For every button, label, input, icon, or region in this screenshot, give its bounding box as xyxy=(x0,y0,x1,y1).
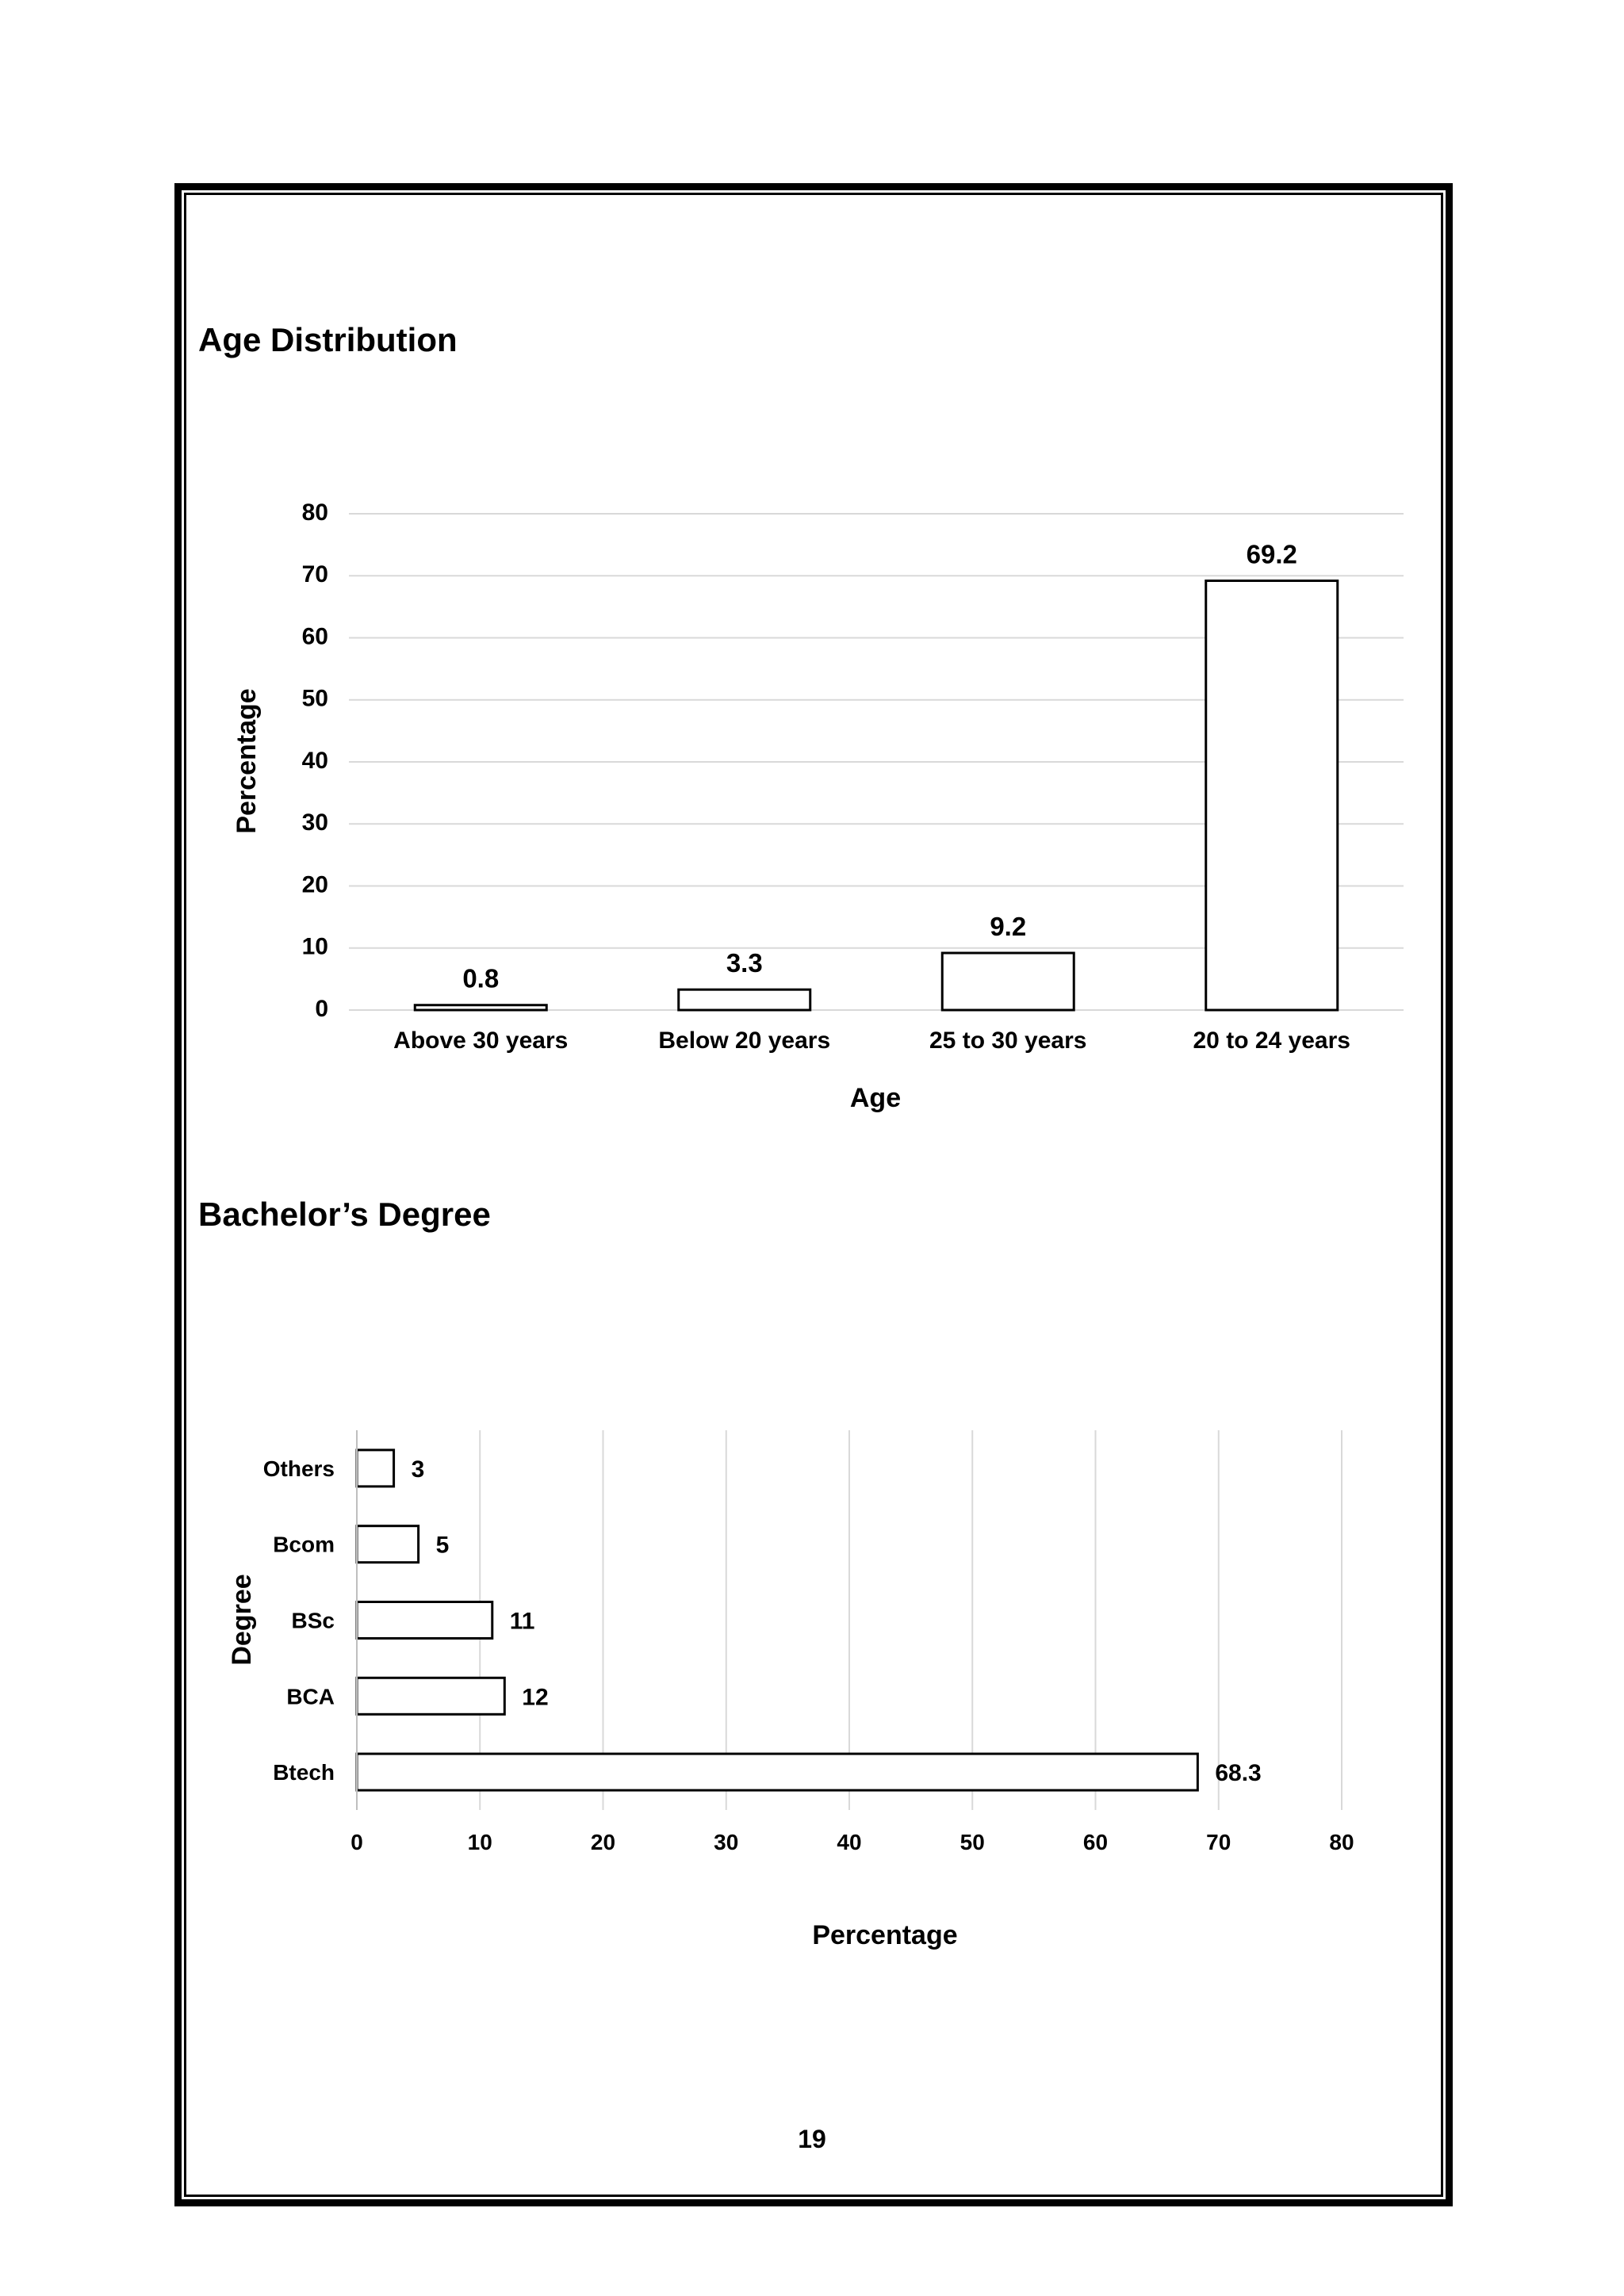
y-tick-label: Bcom xyxy=(273,1532,335,1557)
y-tick-label: 70 xyxy=(301,561,328,588)
y-tick-label: 20 xyxy=(301,871,328,898)
y-axis-title: Percentage xyxy=(232,688,262,834)
y-tick-label: BSc xyxy=(291,1608,335,1633)
x-tick-label: 25 to 30 years xyxy=(929,1027,1087,1054)
x-tick-label: 10 xyxy=(467,1830,492,1854)
y-tick-label: 10 xyxy=(301,933,328,960)
data-label: 9.2 xyxy=(990,912,1027,942)
x-tick-label: 60 xyxy=(1082,1830,1109,1854)
bachelors-degree-heading: Bachelor’s Degree xyxy=(198,1196,491,1233)
x-tick-label: 20 xyxy=(590,1830,616,1854)
data-label: 0.8 xyxy=(462,963,500,993)
bar xyxy=(357,1526,419,1563)
bar xyxy=(357,1678,504,1714)
x-tick-label: Above 30 years xyxy=(393,1027,569,1054)
data-label: 3.3 xyxy=(726,948,763,978)
data-label: 68.3 xyxy=(1215,1760,1262,1787)
data-label: 69.2 xyxy=(1246,539,1297,569)
y-tick-label: Others xyxy=(262,1456,335,1481)
y-tick-label: Btech xyxy=(273,1760,335,1785)
x-tick-label: Below 20 years xyxy=(658,1027,831,1054)
data-label: 11 xyxy=(509,1608,535,1635)
x-axis-title: Age xyxy=(849,1083,902,1113)
age-distribution-heading: Age Distribution xyxy=(198,321,458,358)
data-label: 12 xyxy=(522,1684,549,1711)
y-tick-label: 0 xyxy=(315,995,328,1022)
data-label: 3 xyxy=(411,1456,425,1483)
bar xyxy=(357,1754,1197,1790)
x-axis-title: Percentage xyxy=(812,1920,958,1950)
x-tick-label: 50 xyxy=(959,1830,985,1854)
y-axis-title: Degree xyxy=(227,1574,257,1666)
y-tick-label: 50 xyxy=(301,685,328,712)
bar xyxy=(357,1602,492,1639)
x-tick-label: 20 to 24 years xyxy=(1193,1027,1350,1054)
data-label: 5 xyxy=(435,1532,450,1559)
bar xyxy=(357,1450,394,1487)
x-tick-label: 30 xyxy=(714,1830,739,1854)
y-tick-label: BCA xyxy=(286,1684,335,1709)
x-tick-label: 70 xyxy=(1206,1830,1231,1854)
x-tick-label: 40 xyxy=(837,1830,862,1854)
y-tick-label: 40 xyxy=(301,747,328,774)
x-tick-label: 80 xyxy=(1329,1830,1354,1854)
x-tick-label: 0 xyxy=(350,1830,363,1854)
page-number: 19 xyxy=(798,2125,826,2153)
y-tick-label: 60 xyxy=(301,623,328,650)
y-tick-label: 30 xyxy=(301,809,328,836)
y-tick-label: 80 xyxy=(301,499,328,526)
